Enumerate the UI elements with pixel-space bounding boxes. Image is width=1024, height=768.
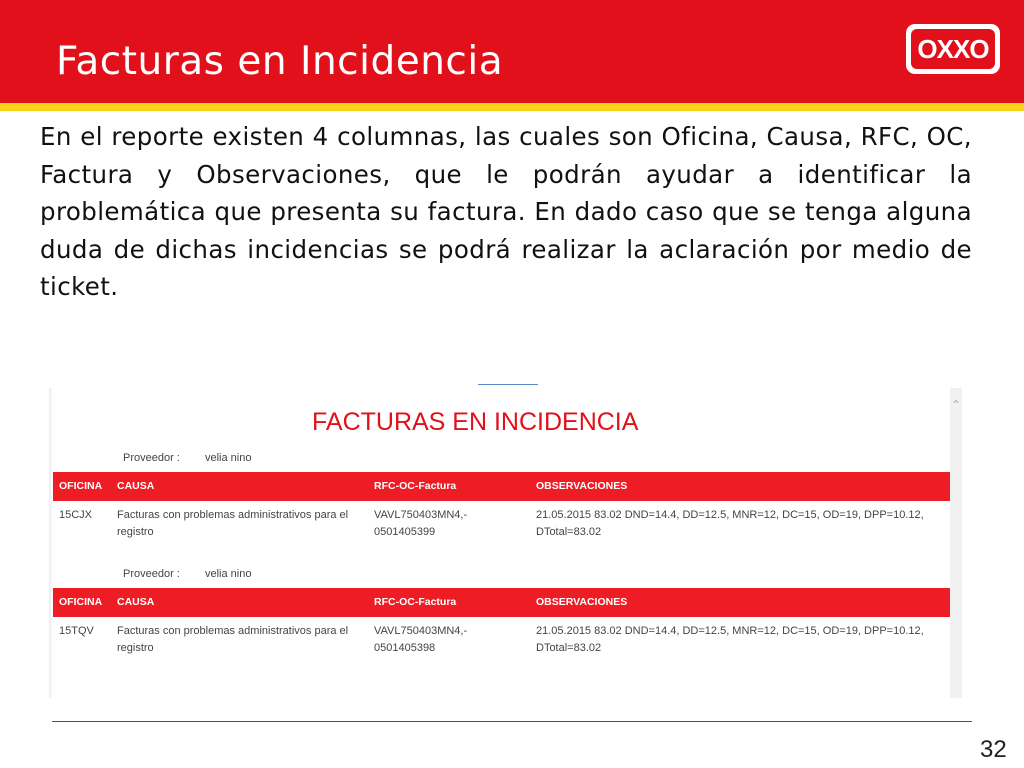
- cell-observaciones-line2: DTotal=83.02: [536, 526, 602, 538]
- column-header-oficina: OFICINA: [59, 480, 103, 492]
- report-title: FACTURAS EN INCIDENCIA: [312, 408, 639, 436]
- report-scrollbar[interactable]: [950, 388, 962, 698]
- page-number: 32: [980, 736, 1007, 763]
- column-header-causa: CAUSA: [117, 480, 155, 492]
- column-header-oficina: OFICINA: [59, 596, 103, 608]
- cell-observaciones-line1: 21.05.2015 83.02 DND=14.4, DD=12.5, MNR=12, DC=15, OD=19, DPP=10.12,: [536, 625, 924, 637]
- footer-divider: [52, 721, 972, 722]
- table-header: [53, 588, 950, 617]
- report-left-edge: [49, 388, 53, 698]
- table-header: [53, 472, 950, 501]
- cell-oficina: 15CJX: [59, 509, 93, 521]
- column-header-observaciones: OBSERVACIONES: [536, 480, 628, 492]
- oxxo-logo-text: OXXO: [917, 33, 989, 64]
- slide-title: Facturas en Incidencia: [56, 39, 504, 84]
- header-white-stripe: [0, 111, 1024, 114]
- header-yellow-stripe: [0, 103, 1024, 111]
- provider-name: velia nino: [205, 452, 252, 464]
- cell-rfc-line1: VAVL750403MN4,-: [374, 625, 468, 637]
- blue-divider: [478, 384, 538, 385]
- cell-observaciones-line2: DTotal=83.02: [536, 642, 602, 654]
- cell-rfc-line2: 0501405398: [374, 642, 436, 654]
- chevron-up-icon[interactable]: ⌃: [950, 398, 962, 412]
- provider-label: Proveedor :: [123, 568, 180, 580]
- cell-causa-line1: Facturas con problemas administrativos para el: [117, 509, 349, 521]
- body-paragraph: En el reporte existen 4 columnas, las cuales son Oficina, Causa, RFC, OC, Factura y Observaciones, que le podrán ayudar a identificar la problemática que presenta su factura. En dado caso que se tenga alguna duda de dichas incidencias se podrá realizar la aclaración por medio de ticket.: [40, 122, 972, 301]
- column-header-rfc: RFC-OC-Factura: [374, 480, 457, 492]
- cell-observaciones-line1: 21.05.2015 83.02 DND=14.4, DD=12.5, MNR=12, DC=15, OD=19, DPP=10.12,: [536, 509, 924, 521]
- column-header-observaciones: OBSERVACIONES: [536, 596, 628, 608]
- cell-rfc-line2: 0501405399: [374, 526, 436, 538]
- cell-oficina: 15TQV: [59, 625, 94, 637]
- provider-label: Proveedor :: [123, 452, 180, 464]
- column-header-rfc: RFC-OC-Factura: [374, 596, 457, 608]
- cell-rfc-line1: VAVL750403MN4,-: [374, 509, 468, 521]
- oxxo-logo-inner: [911, 29, 995, 69]
- column-header-causa: CAUSA: [117, 596, 155, 608]
- provider-name: velia nino: [205, 568, 252, 580]
- cell-causa-line1: Facturas con problemas administrativos para el: [117, 625, 349, 637]
- oxxo-logo: [906, 24, 1000, 74]
- cell-causa-line2: registro: [117, 526, 154, 538]
- cell-causa-line2: registro: [117, 642, 154, 654]
